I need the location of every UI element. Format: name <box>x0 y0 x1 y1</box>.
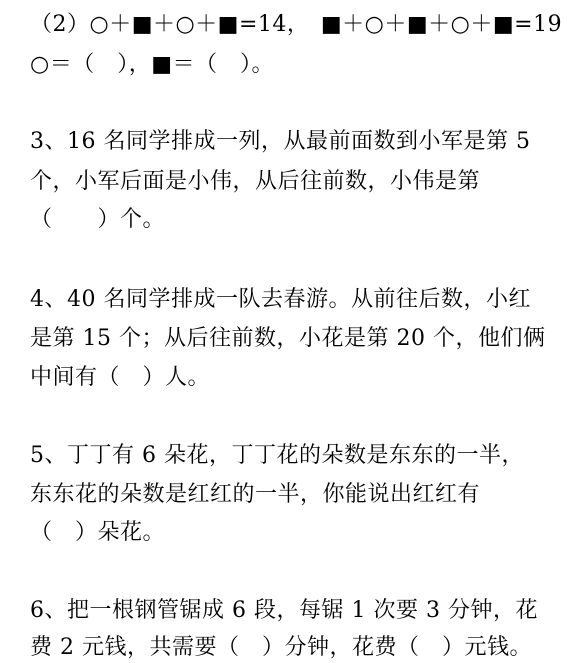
problem-2-part2-equations: （2）○＋■＋○＋■=14， ■＋○＋■＋○＋■=19 <box>30 12 563 37</box>
problem-3-line-1: 3、16 名同学排成一列，从最前面数到小军是第 5 <box>30 129 531 154</box>
problem-2-part2-answer-blanks: ○＝（ ），■＝（ ）。 <box>30 52 274 77</box>
problem-4-line-3: 中间有（ ）人。 <box>30 365 211 390</box>
problem-5-line-3: （ ）朵花。 <box>30 520 166 545</box>
problem-5-line-1: 5、丁丁有 6 朵花，丁丁花的朵数是东东的一半， <box>30 443 524 468</box>
problem-5-line-2: 东东花的朵数是红红的一半，你能说出红红有 <box>30 482 481 507</box>
problem-6-line-2: 费 2 元钱，共需要（ ）分钟，花费（ ）元钱。 <box>30 635 532 660</box>
problem-6-line-1: 6、把一根钢管锯成 6 段，每锯 1 次要 3 分钟，花 <box>30 598 538 623</box>
problem-4-line-1: 4、40 名同学排成一队去春游。从前往后数，小红 <box>30 287 531 312</box>
problem-4-line-2: 是第 15 个；从后往前数，小花是第 20 个，他们俩 <box>30 326 546 351</box>
problem-3-line-3: （ ）个。 <box>30 207 166 232</box>
problem-3-line-2: 个，小军后面是小伟，从后往前数，小伟是第 <box>30 169 481 194</box>
